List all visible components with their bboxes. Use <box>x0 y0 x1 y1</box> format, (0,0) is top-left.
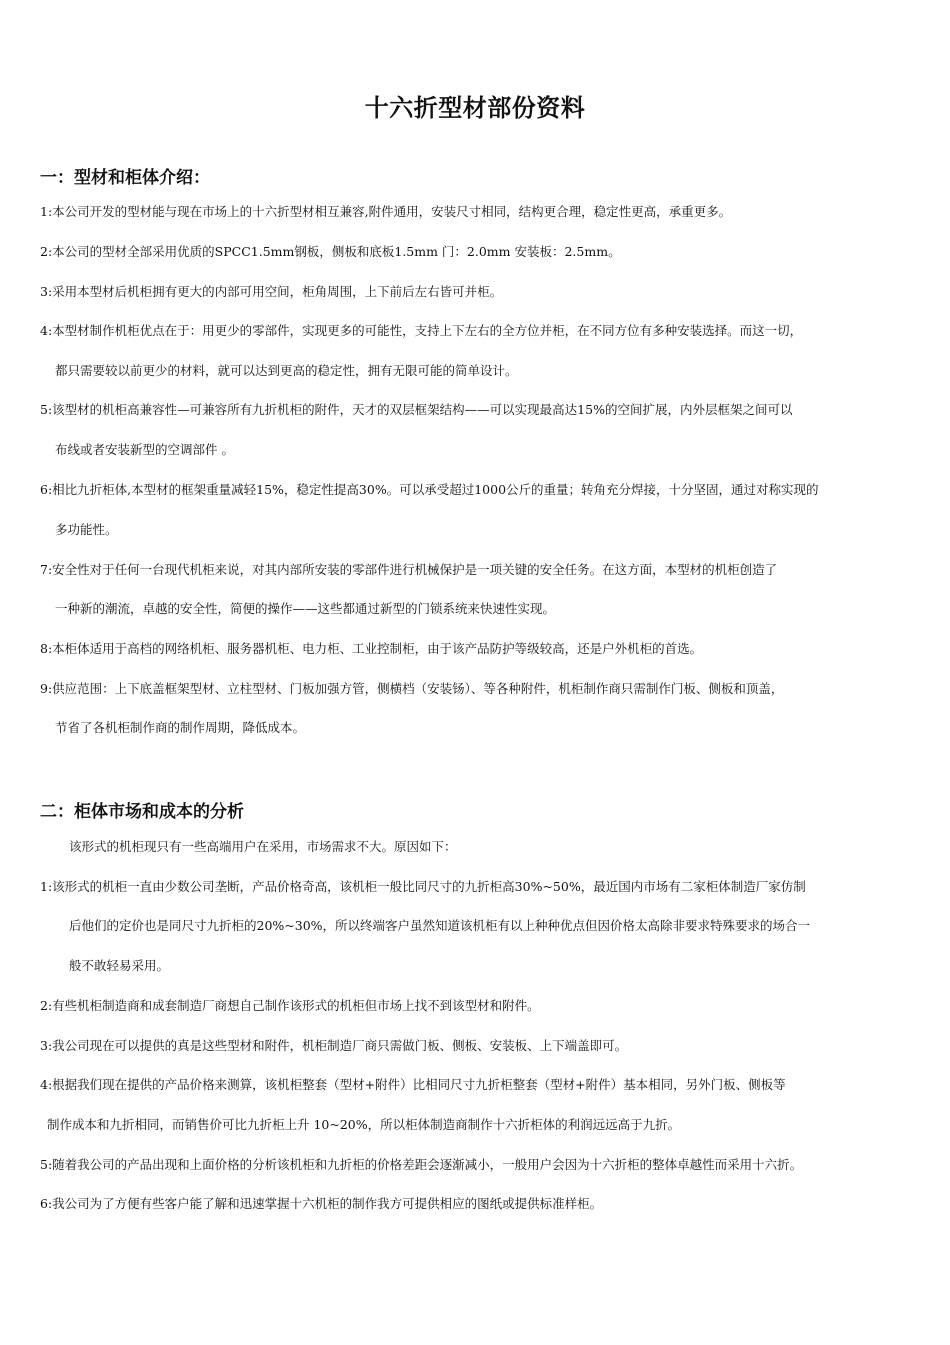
s2-item-2-line-1 <box>40 997 540 1015</box>
s2-item-2-number: 2: <box>40 998 53 1013</box>
s1-item-5-line-1 <box>40 401 792 419</box>
s1-item-2-text: 本公司的型材全部采用优质的SPCC1.5mm钢板，侧板和底板1.5mm 门：2.0mm 安装板：2.5mm。 <box>52 244 621 259</box>
s1-item-1-number: 1: <box>40 204 53 219</box>
s1-item-6-text: 相比九折柜体,本型材的框架重量减轻15%，稳定性提高30%。可以承受超过1000公斤的重量；转角充分焊接，十分坚固，通过对称实现的 <box>52 482 819 497</box>
s1-item-5-line-2: 布线或者安装新型的空调部件 。 <box>55 442 234 457</box>
s1-item-7-line-1 <box>40 561 777 579</box>
s2-item-6-line-1 <box>40 1195 602 1213</box>
s2-item-5-line-1 <box>40 1156 802 1174</box>
s1-item-6-line-1 <box>40 481 819 499</box>
section-1-heading: 一：型材和柜体介绍： <box>40 168 210 188</box>
s2-item-3-number: 3: <box>40 1038 53 1053</box>
s1-item-1-text: 本公司开发的型材能与现在市场上的十六折型材相互兼容,附件通用，安装尺寸相同，结构更合理，稳定性更高，承重更多。 <box>52 204 732 219</box>
s1-item-5-number: 5: <box>40 402 53 417</box>
s2-item-6-text: 我公司为了方便有些客户能了解和迅速掌握十六机柜的制作我方可提供相应的图纸或提供标准样柜。 <box>52 1196 603 1211</box>
s1-item-4-line-2: 都只需要较以前更少的材料，就可以达到更高的稳定性，拥有无限可能的简单设计。 <box>55 363 518 378</box>
s1-item-9-text: 供应范围：上下底盖框架型材、立柱型材、门板加强方管，侧横档（安装钖）、等各种附件，机柜制作商只需制作门板、侧板和顶盖， <box>52 681 784 696</box>
s1-item-8-text: 本柜体适用于高档的网络机柜、服务器机柜、电力柜、工业控制柜，由于该产品防护等级较高，还是户外机柜的首选。 <box>52 641 703 656</box>
s2-item-4-number: 4: <box>40 1077 53 1092</box>
s1-item-2-line-1 <box>40 243 621 261</box>
s1-item-7-number: 7: <box>40 562 53 577</box>
s1-item-2-number: 2: <box>40 244 53 259</box>
s1-item-8-line-1 <box>40 640 702 658</box>
s1-item-4-line-1 <box>40 322 802 340</box>
page-title: 十六折型材部份资料 <box>364 93 586 122</box>
s2-item-5-text: 随着我公司的产品出现和上面价格的分析该机柜和九折柜的价格差距会逐渐减小，一般用户会因为十六折柜的整体卓越性而采用十六折。 <box>52 1157 803 1172</box>
s1-item-3-number: 3: <box>40 284 53 299</box>
s1-item-4-text: 本型材制作机柜优点在于：用更少的零部件，实现更多的可能性，支持上下左右的全方位并柜，在不同方位有多种安装选择。而这一切， <box>52 323 803 338</box>
s2-item-4-text: 根据我们现在提供的产品价格来测算，该机柜整套（型材+附件）比相同尺寸九折柜整套（型材+附件）基本相同，另外门板、侧板等 <box>52 1077 786 1092</box>
s1-item-7-line-2: 一种新的潮流，卓越的安全性，简便的操作——这些都通过新型的门锁系统来快速性实现。 <box>55 601 556 616</box>
s1-item-8-number: 8: <box>40 641 53 656</box>
s2-item-1-line-3: 般不敢轻易采用。 <box>69 958 170 973</box>
s2-item-1-line-1 <box>40 878 806 896</box>
s2-item-2-text: 有些机柜制造商和成套制造厂商想自己制作该形式的机柜但市场上找不到该型材和附件。 <box>52 998 540 1013</box>
s2-item-1-line-2: 后他们的定价也是同尺寸九折柜的20%~30%，所以终端客户虽然知道该机柜有以上种种优点但因价格太高除非要求特殊要求的场合一 <box>69 918 811 933</box>
s2-item-3-text: 我公司现在可以提供的真是这些型材和附件，机柜制造厂商只需做门板、侧板、安装板、上下端盖即可。 <box>52 1038 628 1053</box>
s2-item-5-number: 5: <box>40 1157 53 1172</box>
s2-item-4-line-1 <box>40 1076 786 1094</box>
s2-item-1-number: 1: <box>40 879 53 894</box>
s2-item-1-text: 该形式的机柜一直由少数公司垄断，产品价格奇高，该机柜一般比同尺寸的九折柜高30%~50%，最近国内市场有二家柜体制造厂家仿制 <box>52 879 806 894</box>
s1-item-1-line-1 <box>40 203 731 221</box>
s2-item-4-line-2: 制作成本和九折相同，而销售价可比九折柜上升 10~20%，所以柜体制造商制作十六折柜体的利润远远高于九折。 <box>47 1117 681 1132</box>
s1-item-6-number: 6: <box>40 482 53 497</box>
s1-item-9-line-1 <box>40 680 783 698</box>
s2-intro: 该形式的机柜现只有一些高端用户在采用，市场需求不大。原因如下： <box>69 839 457 854</box>
s1-item-4-number: 4: <box>40 323 53 338</box>
s1-item-3-text: 采用本型材后机柜拥有更大的内部可用空间，柜角周围，上下前后左右皆可并柜。 <box>52 284 503 299</box>
s1-item-5-text: 该型材的机柜高兼容性—可兼容所有九折机柜的附件，天才的双层框架结构——可以实现最高达15%的空间扩展，内外层框架之间可以 <box>52 402 793 417</box>
s1-item-3-line-1 <box>40 283 502 301</box>
s1-item-9-number: 9: <box>40 681 53 696</box>
s1-item-6-line-2: 多功能性。 <box>55 522 118 537</box>
s2-item-6-number: 6: <box>40 1196 53 1211</box>
s2-item-3-line-1 <box>40 1037 627 1055</box>
section-2-heading: 二：柜体市场和成本的分析 <box>40 802 244 822</box>
s1-item-9-line-2: 节省了各机柜制作商的制作周期，降低成本。 <box>55 720 306 735</box>
s1-item-7-text: 安全性对于任何一台现代机柜来说，对其内部所安装的零部件进行机械保护是一项关键的安全任务。在这方面，本型材的机柜创造了 <box>52 562 778 577</box>
